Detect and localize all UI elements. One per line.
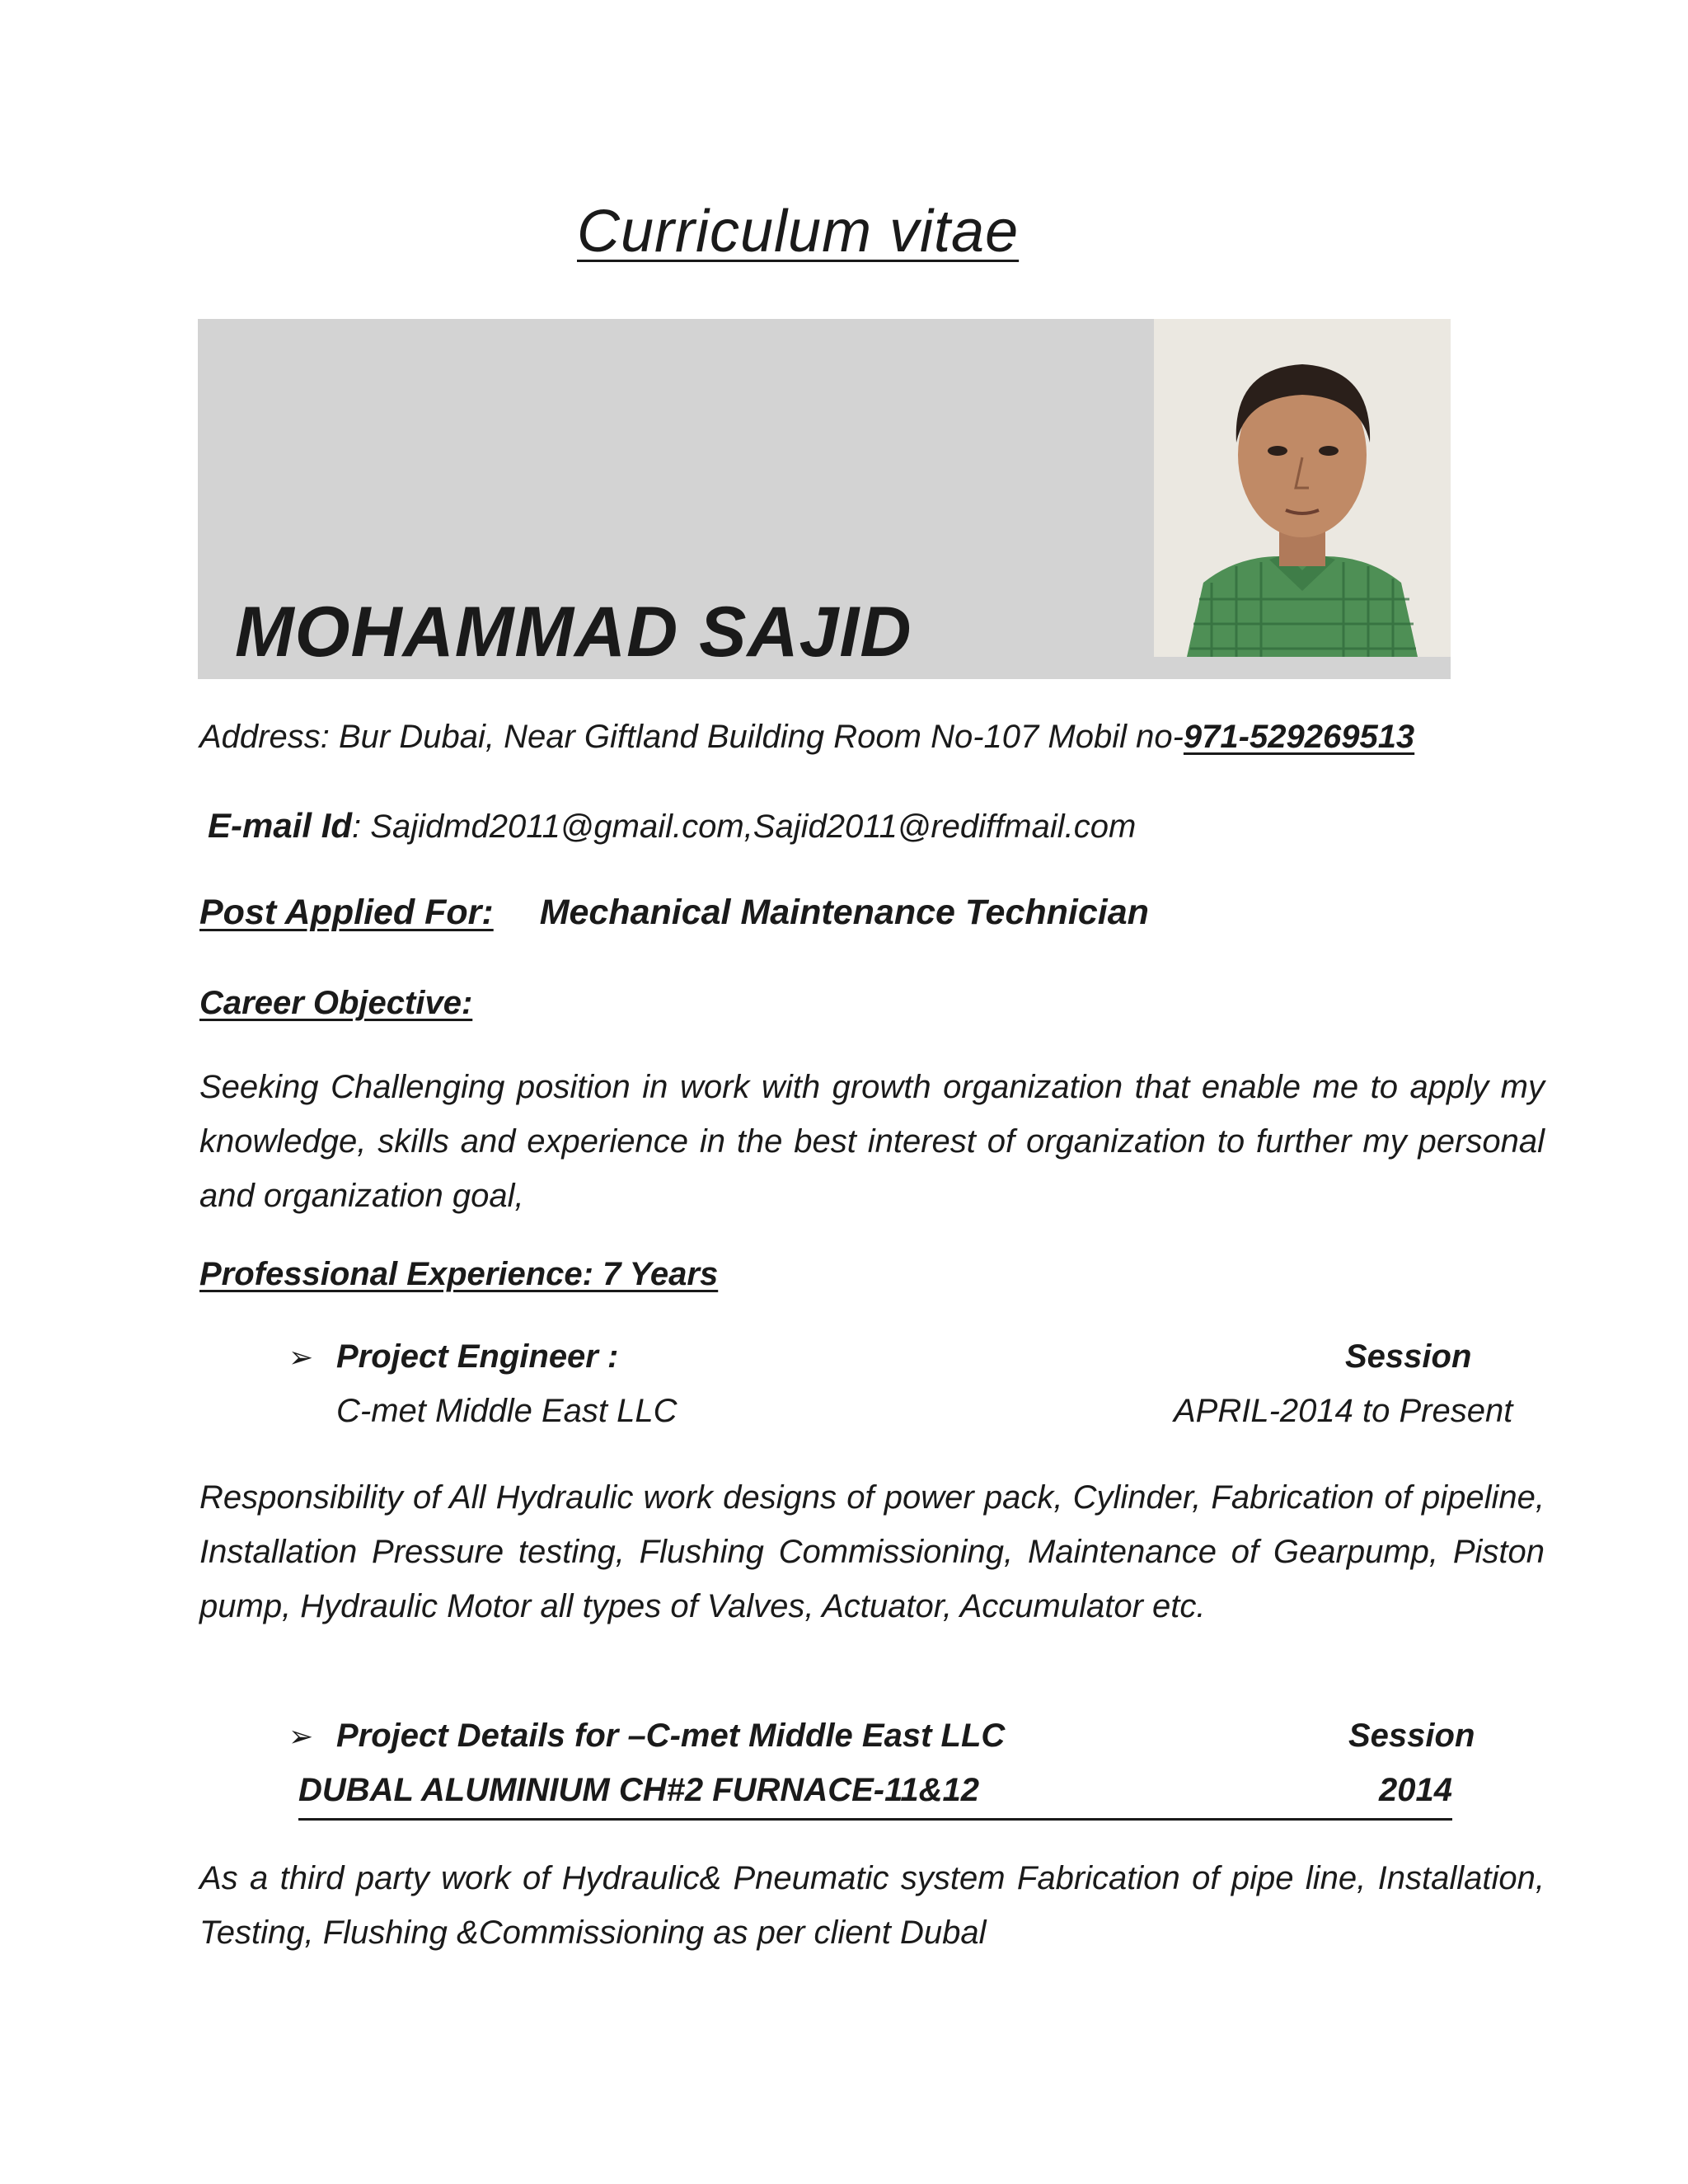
career-objective-heading: Career Objective:	[199, 985, 473, 1021]
job-company: C-met Middle East LLC	[336, 1393, 678, 1429]
mobile-number: 971-529269513	[1183, 719, 1415, 755]
bullet-arrow-icon: ➢	[288, 1719, 314, 1753]
post-applied-label: Post Applied For:	[199, 893, 494, 932]
document-title: Curriculum vitae	[577, 199, 1020, 265]
candidate-name: MOHAMMAD SAJID	[235, 593, 912, 672]
email-value: : Sajidmd2011@gmail.com,Sajid2011@rediffmail.com	[352, 808, 1137, 845]
job-session-label: Session	[1345, 1338, 1472, 1375]
project-description: As a third party work of Hydraulic& Pneumatic system Fabrication of pipe line, Installation, Testing, Flushing &Commissioning as per client Dubal	[199, 1860, 1545, 1951]
email-line	[208, 806, 1136, 846]
career-objective-text: Seeking Challenging position in work with growth organization that enable me to apply my knowledge, skills and experience in the best interest of organization to further my personal and organization goal,	[199, 1069, 1545, 1214]
job-dates: APRIL-2014 to Present	[1174, 1393, 1513, 1429]
profile-photo	[1154, 319, 1451, 657]
project-title: Project Details for –C-met Middle East LLC	[336, 1718, 1006, 1754]
experience-heading: Professional Experience: 7 Years	[199, 1256, 719, 1292]
profile-photo-image	[1154, 319, 1451, 657]
project-session-label: Session	[1348, 1718, 1475, 1754]
project-name-row	[298, 1772, 1452, 1821]
email-label: E-mail Id	[208, 806, 353, 845]
post-applied-line	[199, 893, 1149, 933]
address-text: Address: Bur Dubai, Near Giftland Building Room No-107 Mobil no-	[199, 719, 1184, 755]
project-name: DUBAL ALUMINIUM CH#2 FURNACE-11&12	[298, 1772, 979, 1808]
job-description: Responsibility of All Hydraulic work designs of power pack, Cylinder, Fabrication of pipeline, Installation Pressure testing, Flushing Commissioning, Maintenance of Gearpump, Piston pump, Hydraulic Motor all types of Valves, Actuator, Accumulator etc.	[199, 1479, 1545, 1624]
job-title: Project Engineer :	[336, 1338, 619, 1375]
bullet-arrow-icon: ➢	[288, 1340, 314, 1374]
post-applied-value: Mechanical Maintenance Technician	[539, 893, 1149, 932]
project-year: 2014	[1379, 1772, 1452, 1808]
address-line	[199, 719, 1414, 756]
